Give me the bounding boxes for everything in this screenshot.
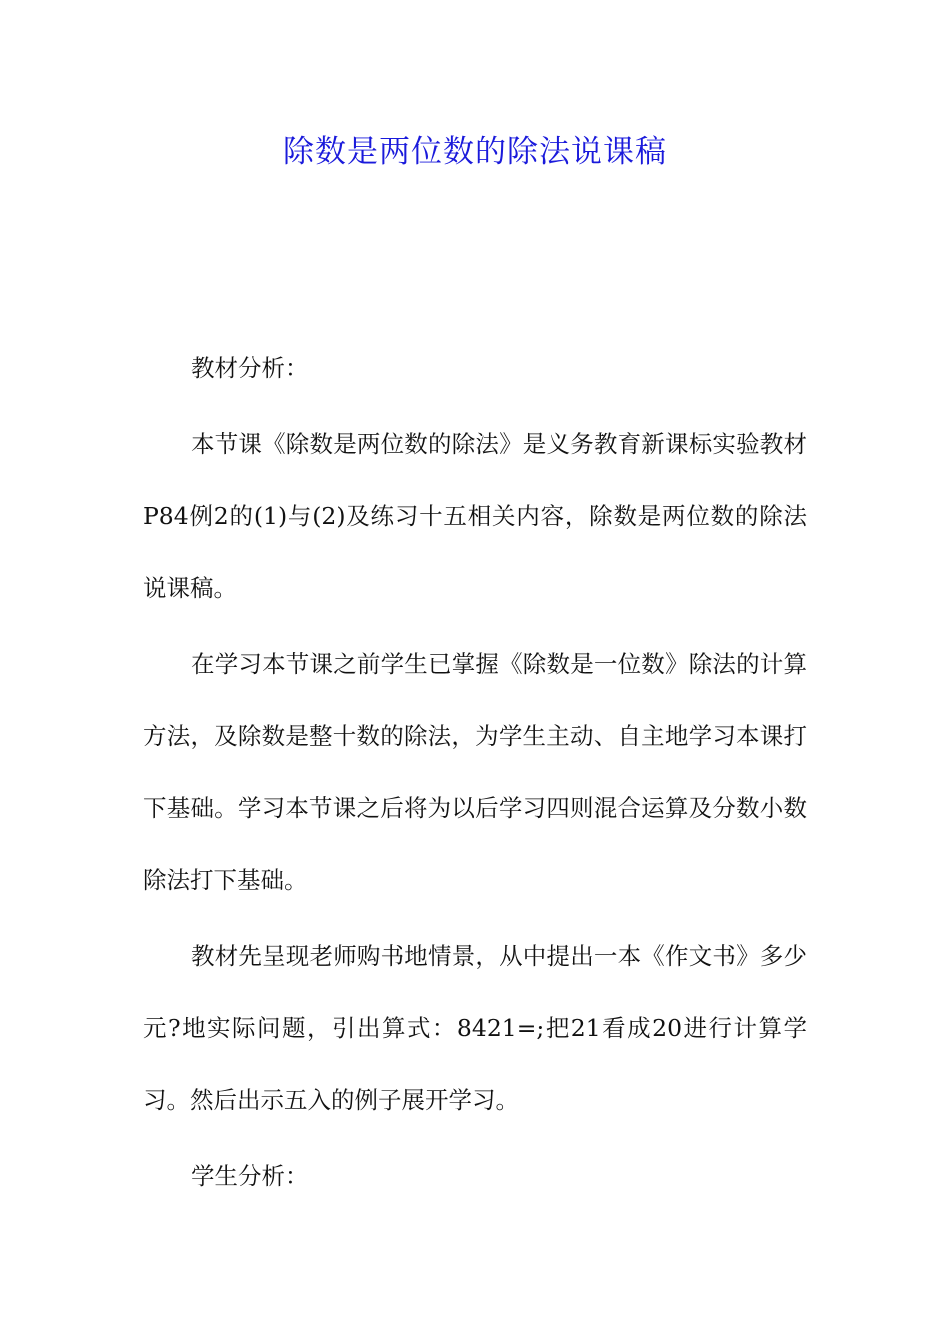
paragraph: 教材先呈现老师购书地情景，从中提出一本《作文书》多少元?地实际问题，引出算式：8421=;把21看成20进行计算学习。然后出示五入的例子展开学习。 bbox=[143, 942, 807, 1114]
document-body bbox=[143, 332, 807, 1212]
document-title: 除数是两位数的除法说课稿 bbox=[283, 134, 667, 170]
paragraph: 本节课《除数是两位数的除法》是义务教育新课标实验教材P84例2的(1)与(2)及练习十五相关内容，除数是两位数的除法说课稿。 bbox=[143, 430, 807, 602]
paragraph: 在学习本节课之前学生已掌握《除数是一位数》除法的计算方法，及除数是整十数的除法，为学生主动、自主地学习本课打下基础。学习本节课之后将为以后学习四则混合运算及分数小数除法打下基础。 bbox=[143, 650, 807, 894]
section-heading-student-analysis: 学生分析： bbox=[191, 1162, 309, 1190]
section-heading-textbook-analysis: 教材分析： bbox=[191, 354, 309, 382]
